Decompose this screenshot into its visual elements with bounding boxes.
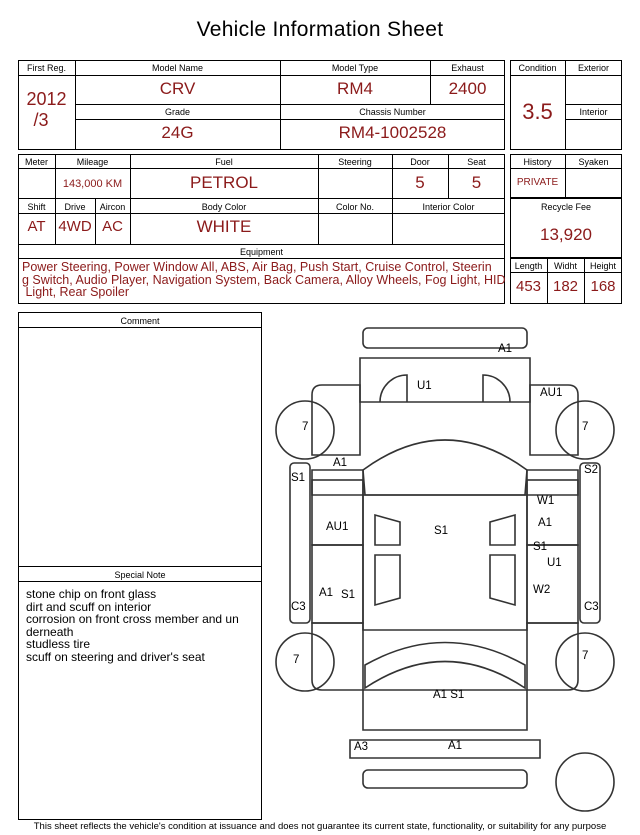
seat-value: 5 [471,173,482,192]
history-label: History [523,157,552,167]
first-reg-month: /3 [33,110,49,130]
body-color-value: WHITE [196,217,252,236]
damage-mark: A1 [448,740,463,752]
special-note-item: stone chip on front glass [26,587,157,601]
history-value: PRIVATE [516,177,559,188]
height-value: 168 [590,278,616,295]
sheet-title: Vehicle Information Sheet [196,18,444,41]
special-note-item: scuff on steering and driver's seat [26,649,205,664]
model-type-label: Model Type [331,63,379,73]
chassis-number-value: RM4-1002528 [338,123,447,142]
width-label: Widht [553,261,577,271]
grade-label: Grade [164,107,190,117]
damage-mark: A1 [538,517,553,529]
exterior-label: Exterior [577,63,609,73]
damage-mark: S1 [291,472,306,484]
damage-mark: U1 [547,557,562,569]
exhaust-label: Exhaust [451,63,484,73]
chassis-number-label: Chassis Number [359,107,426,117]
damage-mark: 7 [582,421,589,433]
damage-mark: C3 [584,601,599,613]
damage-mark: A1 [319,587,334,599]
seat-label: Seat [467,157,486,167]
damage-mark: 7 [293,654,300,666]
damage-mark: A1 S1 [433,689,465,701]
special-note-item: dirt and scuff on interior [26,599,152,614]
condition-score: 3.5 [522,99,553,124]
damage-mark: C3 [291,601,306,613]
special-note-item: corrosion on front cross member and un [26,612,239,626]
drive-value: 4WD [58,218,92,235]
equipment-list [22,261,506,299]
damage-mark: 7 [302,421,309,433]
recycle-fee-label: Recycle Fee [540,202,592,212]
special-note-item: derneath [26,624,74,639]
damage-mark: W2 [533,584,551,596]
shift-value: AT [27,218,46,235]
mileage-value: 143,000 KM [62,178,123,190]
grade-value: 24G [161,123,194,142]
damage-mark: S1 [533,541,548,553]
aircon-label: Aircon [99,202,126,212]
mileage-label: Mileage [76,157,109,167]
model-name-value: CRV [159,79,196,98]
special-notes-list [26,588,258,663]
comment-label: Comment [120,316,160,326]
damage-mark: W1 [537,495,555,507]
equipment-line: g Switch, Audio Player, Navigation System, Back Camera, Alloy Wheels, Fog Light, HID [22,272,506,287]
first-reg-year: 2012 [26,89,67,109]
door-value: 5 [415,173,425,192]
height-label: Height [589,261,616,271]
interior-color-label: Interior Color [422,202,475,212]
width-value: 182 [552,278,579,295]
exhaust-value: 2400 [448,79,487,98]
condition-label: Condition [518,63,557,73]
damage-mark: S2 [584,464,599,476]
disclaimer: This sheet reflects the vehicle's condition at issuance and does not guarantee its current state, functionality, or suitability for any purpose [33,821,607,832]
meter-label: Meter [24,157,48,167]
damage-mark: A1 [498,343,513,355]
damage-mark: AU1 [326,521,349,533]
damage-mark: S1 [434,525,449,537]
length-value: 453 [515,278,542,295]
first-reg-label: First Reg. [26,63,66,73]
damage-mark: A1 [333,457,348,469]
steering-label: Steering [338,157,372,167]
damage-mark: AU1 [540,387,563,399]
model-type-value: RM4 [337,79,373,98]
equipment-line: Power Steering, Power Window All, ABS, Air Bag, Push Start, Cruise Control, Steerin [22,260,492,274]
door-label: Door [410,157,430,167]
syaken-label: Syaken [578,157,609,167]
drive-label: Drive [64,202,86,212]
body-color-label: Body Color [201,202,247,212]
model-name-label: Model Name [151,63,204,73]
damage-mark: A3 [354,741,369,753]
recycle-fee-value: 13,920 [540,225,592,244]
fuel-label: Fuel [215,157,233,167]
equipment-line: Light, Rear Spoiler [22,285,130,299]
aircon-value: AC [102,218,123,235]
damage-mark: 7 [582,650,589,662]
fuel-value: PETROL [189,173,259,192]
interior-label: Interior [579,107,608,117]
shift-label: Shift [27,202,46,212]
damage-mark: S1 [341,589,356,601]
length-label: Length [514,261,543,271]
special-note-label: Special Note [114,570,166,580]
damage-mark: U1 [417,380,432,392]
special-note-item: studless tire [26,637,91,651]
color-no-label: Color No. [335,202,374,212]
equipment-label: Equipment [239,247,284,257]
